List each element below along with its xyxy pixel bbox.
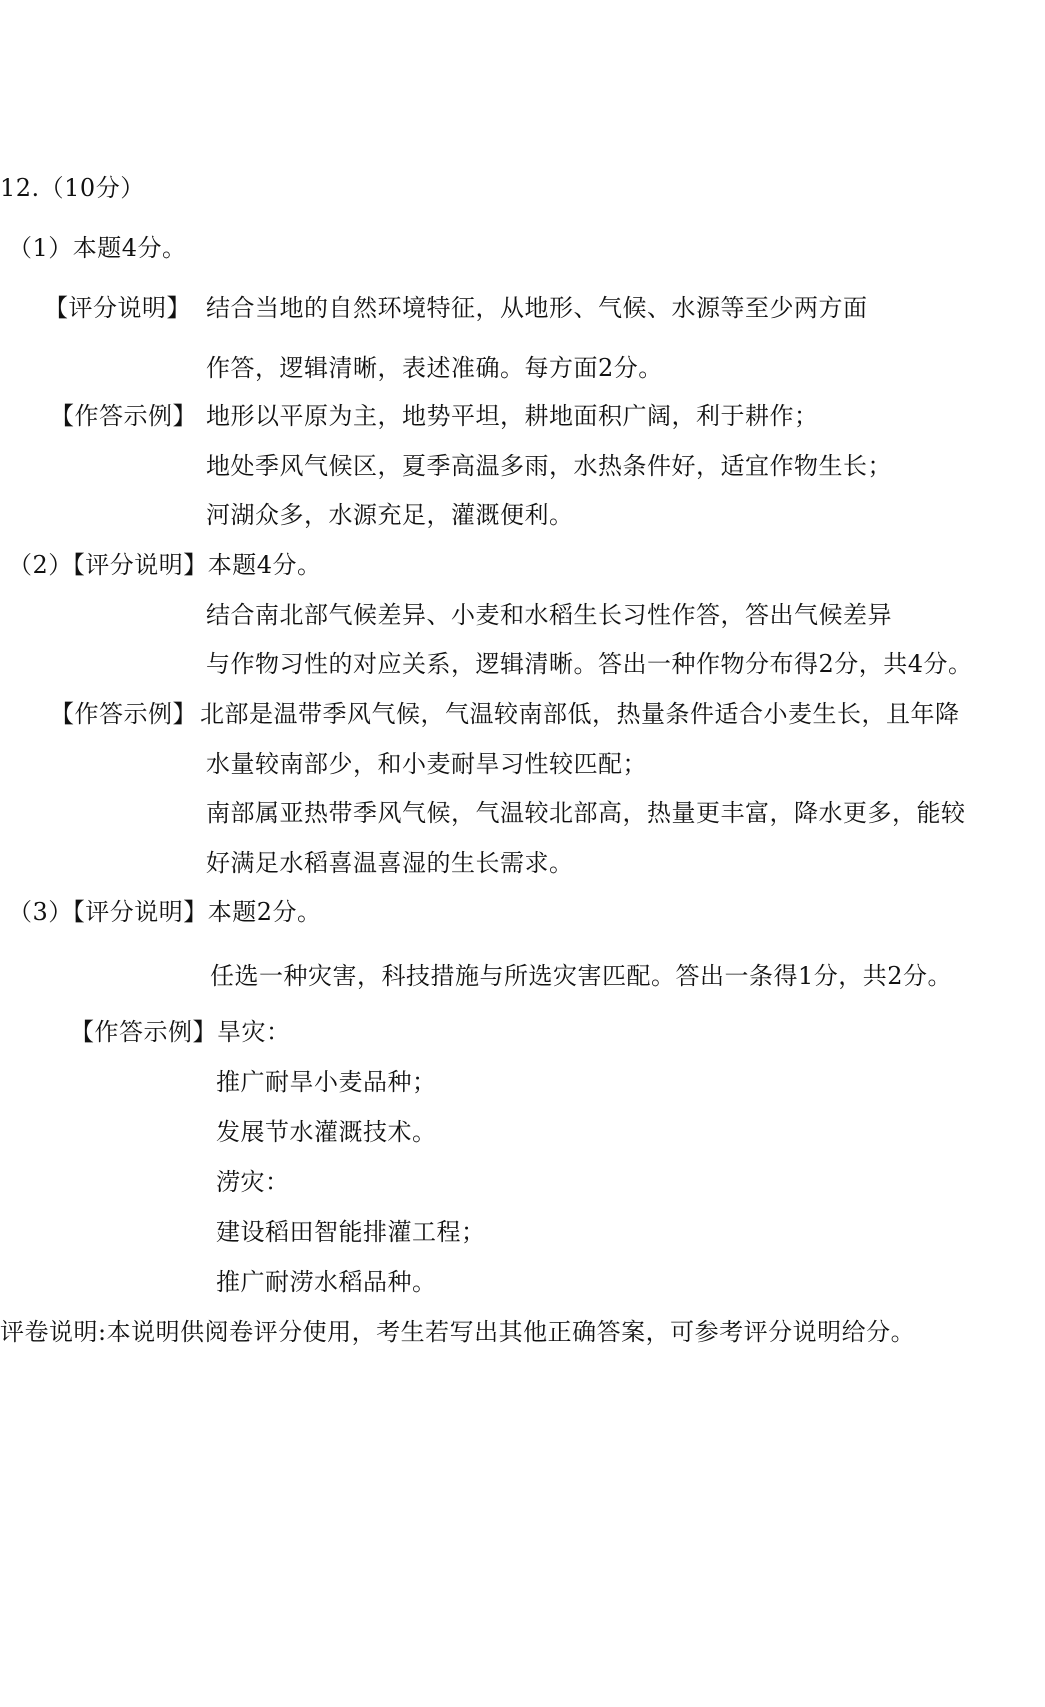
- part2-example-line: 水量较南部少，和小麦耐旱习性较匹配；: [206, 750, 647, 778]
- part3-example-line: 建设稻田智能排灌工程；: [216, 1218, 486, 1246]
- part2-example-line: 好满足水稻喜温喜湿的生长需求。: [206, 849, 574, 877]
- part3-example-line: 推广耐旱小麦品种；: [216, 1068, 437, 1096]
- part3-scoring-line: 任选一种灾害，科技措施与所选灾害匹配。答出一条得1分，共2分。: [210, 962, 953, 990]
- part1-example-line: 地形以平原为主，地势平坦，耕地面积广阔，利于耕作；: [206, 402, 819, 430]
- part2-heading: （2）【评分说明】本题4分。: [8, 551, 322, 579]
- part1-scoring-line: 作答，逻辑清晰，表述准确。每方面2分。: [206, 354, 663, 382]
- part3-example-line: 发展节水灌溉技术。: [216, 1118, 437, 1146]
- part3-heading: （3）【评分说明】本题2分。: [8, 898, 322, 926]
- part1-heading: （1）本题4分。: [8, 234, 187, 262]
- part3-example-line: 推广耐涝水稻品种。: [216, 1268, 437, 1296]
- part1-scoring-label: 【评分说明】: [44, 294, 191, 322]
- part1-example-label: 【作答示例】: [50, 402, 197, 430]
- part1-example-line: 河湖众多，水源充足，灌溉便利。: [206, 501, 574, 529]
- question-title: 12.（10分）: [0, 174, 145, 202]
- part2-example-line: 北部是温带季风气候，气温较南部低，热量条件适合小麦生长，且年降: [200, 700, 960, 728]
- part2-scoring-line: 结合南北部气候差异、小麦和水稻生长习性作答，答出气候差异: [206, 601, 892, 629]
- part1-scoring-line: 结合当地的自然环境特征，从地形、气候、水源等至少两方面: [206, 294, 868, 322]
- part3-example-line: 涝灾：: [216, 1168, 290, 1196]
- part3-example-label: 【作答示例】旱灾：: [70, 1018, 291, 1046]
- grading-note: 评卷说明:本说明供阅卷评分使用，考生若写出其他正确答案，可参考评分说明给分。: [0, 1318, 916, 1346]
- part1-example-line: 地处季风气候区，夏季高温多雨，水热条件好，适宜作物生长；: [206, 452, 892, 480]
- part2-scoring-line: 与作物习性的对应关系，逻辑清晰。答出一种作物分布得2分，共4分。: [206, 650, 973, 678]
- part2-example-label: 【作答示例】: [50, 700, 197, 728]
- part2-example-line: 南部属亚热带季风气候，气温较北部高，热量更丰富，降水更多，能较: [206, 799, 966, 827]
